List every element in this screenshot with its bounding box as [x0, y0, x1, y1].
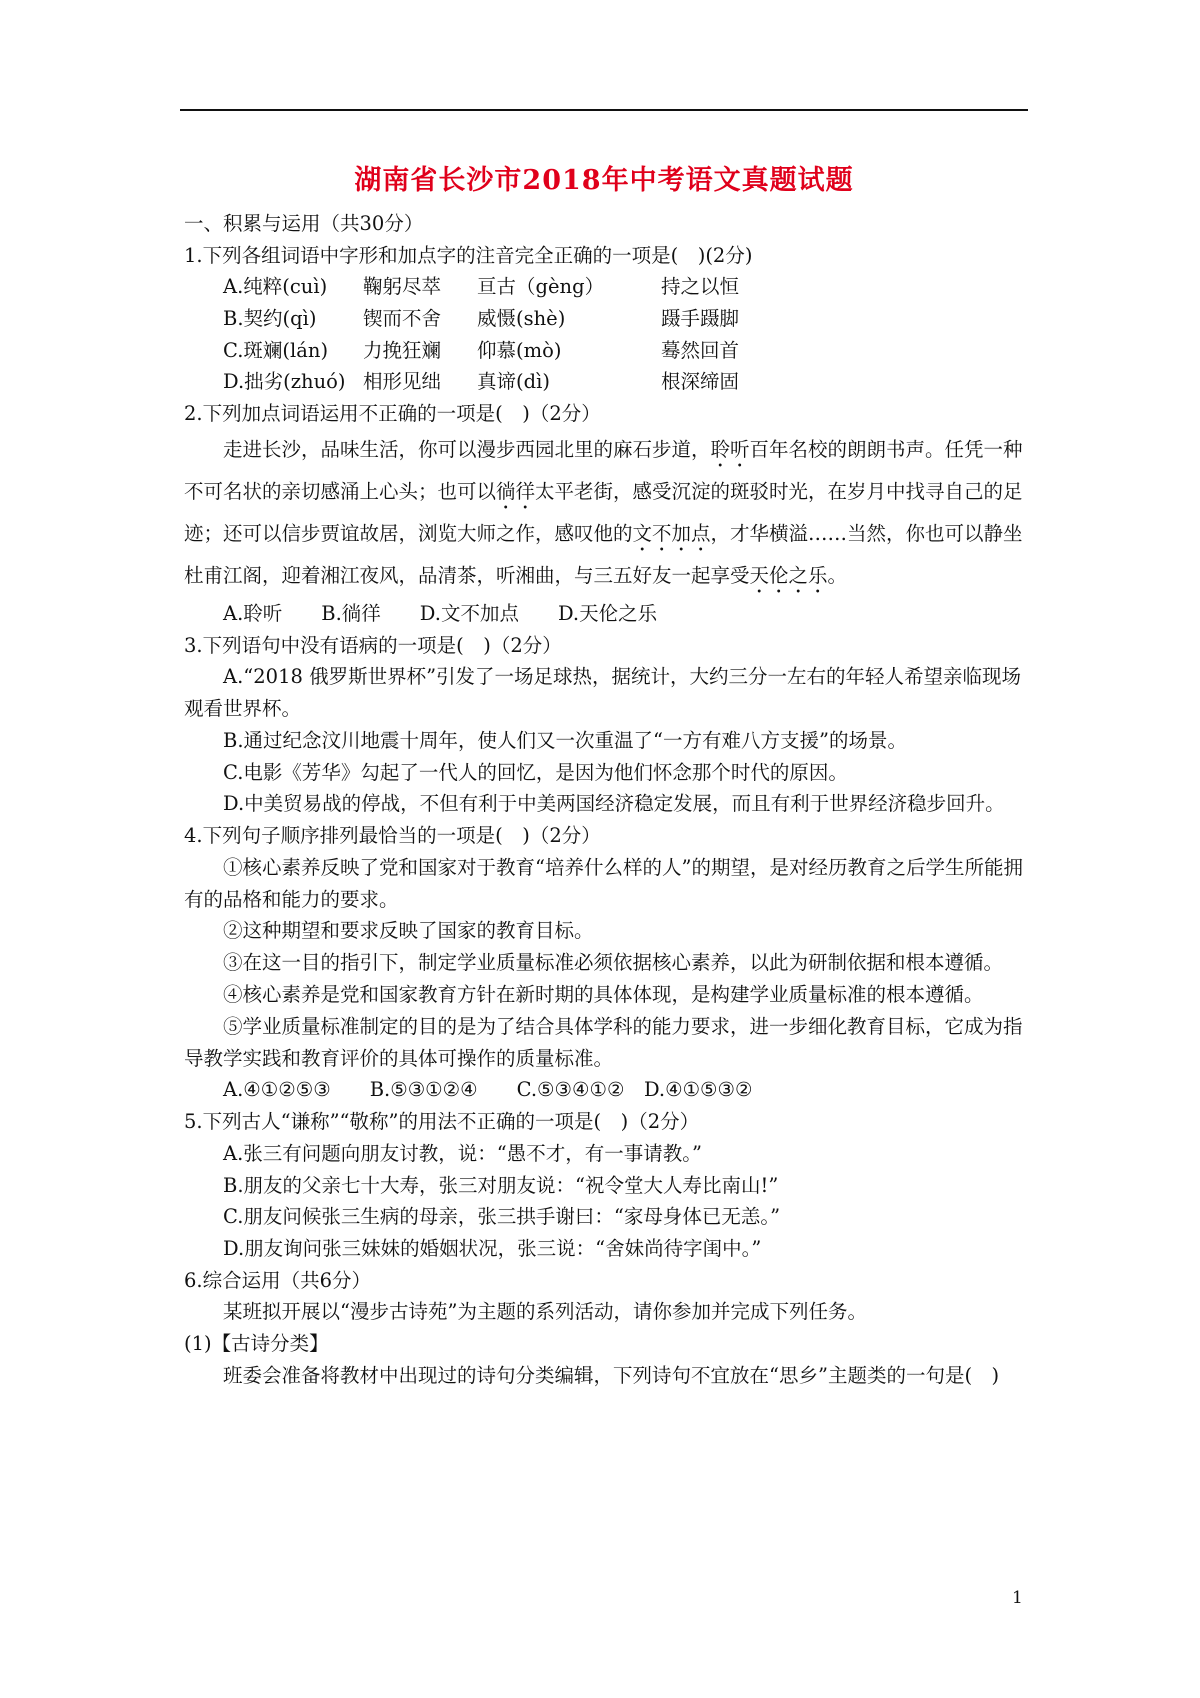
question-1-option-a: A.纯粹(cuì) 鞠躬尽萃 亘古（gèng） 持之以恒	[223, 275, 740, 299]
question-6-sub-1-text: 班委会准备将教材中出现过的诗句分类编辑，下列诗句不宜放在“思乡”主题类的一句是( )	[223, 1363, 1000, 1387]
question-3-option-c: C.电影《芳华》勾起了一代人的回忆，是因为他们怀念那个时代的原因。	[223, 760, 848, 784]
question-6-stem: 6.综合运用（共6分）	[184, 1268, 372, 1292]
question-1-option-b: B.契约(qì) 锲而不舍 威慑(shè) 蹑手蹑脚	[223, 307, 740, 331]
question-4-sentence-5: ⑤学业质量标准制定的目的是为了结合具体学科的能力要求，进一步细化教育目标，它成为指导教学实践和教育评价的具体可操作的质量标准。	[184, 1014, 1023, 1070]
question-5-option-a: A.张三有问题向朋友讨教，说：“愚不才，有一事请教。”	[223, 1141, 702, 1165]
question-4-options: A.④①②⑤③ B.⑤③①②④ C.⑤③④①② D.④①⑤③②	[223, 1078, 753, 1102]
question-1-option-c: C.斑斓(lán) 力挽狂斓 仰慕(mò) 蓦然回首	[223, 338, 740, 362]
question-5-option-b: B.朋友的父亲七十大寿，张三对朋友说：“祝令堂大人寿比南山!”	[223, 1173, 779, 1197]
question-4-sentence-2: ②这种期望和要求反映了国家的教育目标。	[223, 919, 594, 943]
question-3-option-b: B.通过纪念汶川地震十周年，使人们又一次重温了“一方有难八方支援”的场景。	[223, 728, 907, 752]
question-2-options: A.聆听 B.徜徉 D.文不加点 D.天伦之乐	[223, 601, 658, 625]
question-3-stem: 3.下列语句中没有语病的一项是( )（2分）	[184, 633, 562, 657]
question-1-option-d: D.拙劣(zhuó) 相形见绌 真谛(dì) 根深缔固	[223, 370, 740, 394]
question-5-option-c: C.朋友问候张三生病的母亲，张三拱手谢曰：“家母身体已无恙。”	[223, 1205, 781, 1229]
header-rule	[180, 109, 1028, 111]
question-3-option-d: D.中美贸易战的停战，不但有利于中美两国经济稳定发展，而且有利于世界经济稳步回升。	[223, 792, 1005, 816]
section-heading: 一、积累与运用（共30分）	[184, 212, 424, 235]
question-5-stem: 5.下列古人“谦称”“敬称”的用法不正确的一项是( )（2分）	[184, 1110, 700, 1134]
dotted-word-tianlunzhile: 天伦之乐	[749, 563, 828, 587]
dotted-word-lingting: 聆听	[710, 437, 750, 461]
exam-content	[184, 208, 1030, 1391]
dotted-word-wenbujiadian: 文不加点	[632, 521, 711, 545]
question-4-stem: 4.下列句子顺序排列最恰当的一项是( )（2分）	[184, 824, 601, 848]
question-4-sentence-3: ③在这一目的指引下，制定学业质量标准必须依据核心素养，以此为研制依据和根本遵循。	[223, 951, 1004, 975]
question-2-stem: 2.下列加点词语运用不正确的一项是( )（2分）	[184, 402, 601, 426]
dotted-word-changyang: 徜徉	[496, 479, 536, 503]
question-5-option-d: D.朋友询问张三妹妹的婚姻状况，张三说：“舍妹尚待字闺中。”	[223, 1236, 762, 1260]
question-6-intro: 某班拟开展以“漫步古诗苑”为主题的系列活动，请你参加并完成下列任务。	[223, 1300, 867, 1324]
question-4-sentence-1: ①核心素养反映了党和国家对于教育“培养什么样的人”的期望，是对经历教育之后学生所能拥有的品格和能力的要求。	[184, 855, 1023, 911]
page-title: 湖南省长沙市2018年中考语文真题试题	[354, 165, 854, 196]
question-3-option-a: A.“2018 俄罗斯世界杯”引发了一场足球热，据统计，大约三分一左右的年轻人希望亲临现场观看世界杯。	[184, 665, 1022, 720]
page-number: 1	[1012, 1588, 1023, 1608]
question-1-stem: 1.下列各组词语中字形和加点字的注音完全正确的一项是( )(2分)	[184, 243, 753, 267]
question-2-passage: 走进长沙，品味生活，你可以漫步西园北里的麻石步道，聆听百年名校的朗朗书声。任凭一种不可名状的亲切感涌上心头；也可以徜徉太平老街，感受沉淀的斑驳时光，在岁月中找寻自己的足迹；还可以信步贾谊故居，浏览大师之作，感叹他的文不加点，才华横溢……当然，你也可以静坐杜甫江阁，迎着湘江夜风，品清茶，听湘曲，与三五好友一起享受天伦之乐。	[184, 437, 1023, 587]
question-4-sentence-4: ④核心素养是党和国家教育方针在新时期的具体体现，是构建学业质量标准的根本遵循。	[223, 983, 984, 1007]
question-6-sub-1-heading: (1)【古诗分类】	[184, 1331, 329, 1355]
